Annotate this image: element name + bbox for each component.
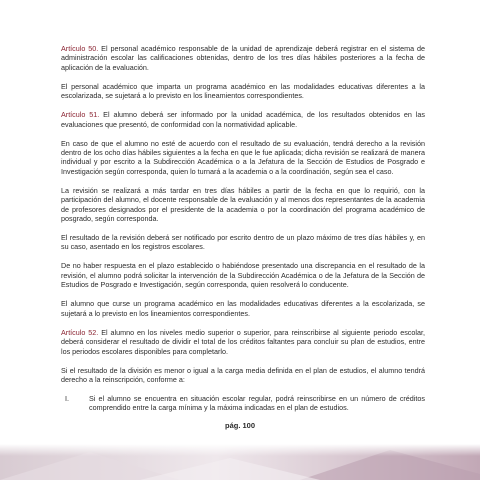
page-number: pág. 100	[224, 421, 255, 430]
paragraph-text: La revisión se realizará a más tardar en tres días hábiles a partir de la fecha en que lo requirió, con la participación del alumno, el docente responsable de la evaluación y al menos dos representantes de la academia de profesores designados por el presidente de la academia o por la coordinación del programa académico de posgrado, según corresponda.	[61, 185, 425, 224]
paragraph-text: El alumno en los niveles medio superior o superior, para reinscribirse al siguiente periodo escolar, deberá considerar el resultado de dividir el total de los créditos faltantes para concluir su plan de estudios, entre los periodos escolares disponibles para completarlo.	[61, 327, 425, 356]
list-item-text: Si el alumno se encuentra en situación escolar regular, podrá reinscribirse en un número de créditos comprendido entre la carga mínima y la máxima indicadas en el plan de estudios.	[89, 393, 425, 413]
paragraph	[61, 366, 425, 385]
article-heading: Artículo 51.	[61, 110, 100, 120]
footer-band-graphic	[0, 444, 480, 480]
paragraph-text: En caso de que el alumno no esté de acuerdo con el resultado de su evaluación, tendrá derecho a la revisión dentro de los ocho días hábiles siguientes a la fecha en que le fue aplicada; dicha revisión se realizará de manera individual y por escrito a la Subdirección Académica o a la Jefatura de la Sección de Estudios de Posgrado e Investigación según corresponda, quien lo turnará a la academia o a la coordinación, según sea el caso.	[61, 138, 425, 176]
paragraph	[61, 261, 425, 289]
paragraph-text: El alumno deberá ser informado por la unidad académica, de los resultados obtenidos en las evaluaciones que presentó, de conformidad con la normatividad aplicable.	[61, 110, 426, 129]
paragraph	[61, 233, 425, 252]
article-heading: Artículo 50.	[61, 44, 99, 53]
paragraph-text: El resultado de la revisión deberá ser notificado por escrito dentro de un plazo máximo de tres días hábiles y, en su caso, asentado en los registros escolares.	[61, 233, 425, 252]
paragraph	[61, 139, 425, 177]
paragraph	[61, 44, 425, 72]
paragraph-text: El alumno que curse un programa académico en las modalidades educativas diferentes a la escolarizada, se sujetará a lo previsto en los lineamientos correspondientes.	[61, 299, 425, 318]
paragraph-text: El personal académico responsable de la unidad de aprendizaje deberá registrar en el sistema de administración escolar las calificaciones obtenidas, dentro de los tres días hábiles posteriores a la fecha de aplicación de la evaluación.	[61, 44, 426, 72]
list-item-number: I.	[65, 393, 69, 403]
paragraph-text: El personal académico que imparta un programa académico en las modalidades educativas diferentes a la escolarizada, se sujetará a lo previsto en los lineamientos correspondientes.	[61, 81, 425, 101]
paragraph	[61, 328, 425, 356]
paragraph	[61, 186, 425, 224]
list-item	[65, 394, 425, 413]
article-heading: Artículo 52.	[61, 327, 99, 337]
paragraph-text: De no haber respuesta en el plazo establecido o habiéndose presentado una discrepancia en el resultado de la revisión, el alumno podrá solicitar la intervención de la Subdirección Académica o de la Jefatura de la Sección de Estudios de Posgrado e Investigación, según corresponda, quien resolverá lo conducente.	[61, 261, 425, 290]
footer-decorative-band	[0, 444, 480, 480]
paragraph-text: Si el resultado de la división es menor o igual a la carga media definida en el plan de estudios, el alumno tendrá derecho a la reinscripción, conforme a:	[61, 365, 425, 384]
paragraph	[61, 110, 425, 129]
paragraph	[61, 299, 425, 318]
paragraph	[61, 82, 425, 101]
document-body	[61, 44, 425, 413]
